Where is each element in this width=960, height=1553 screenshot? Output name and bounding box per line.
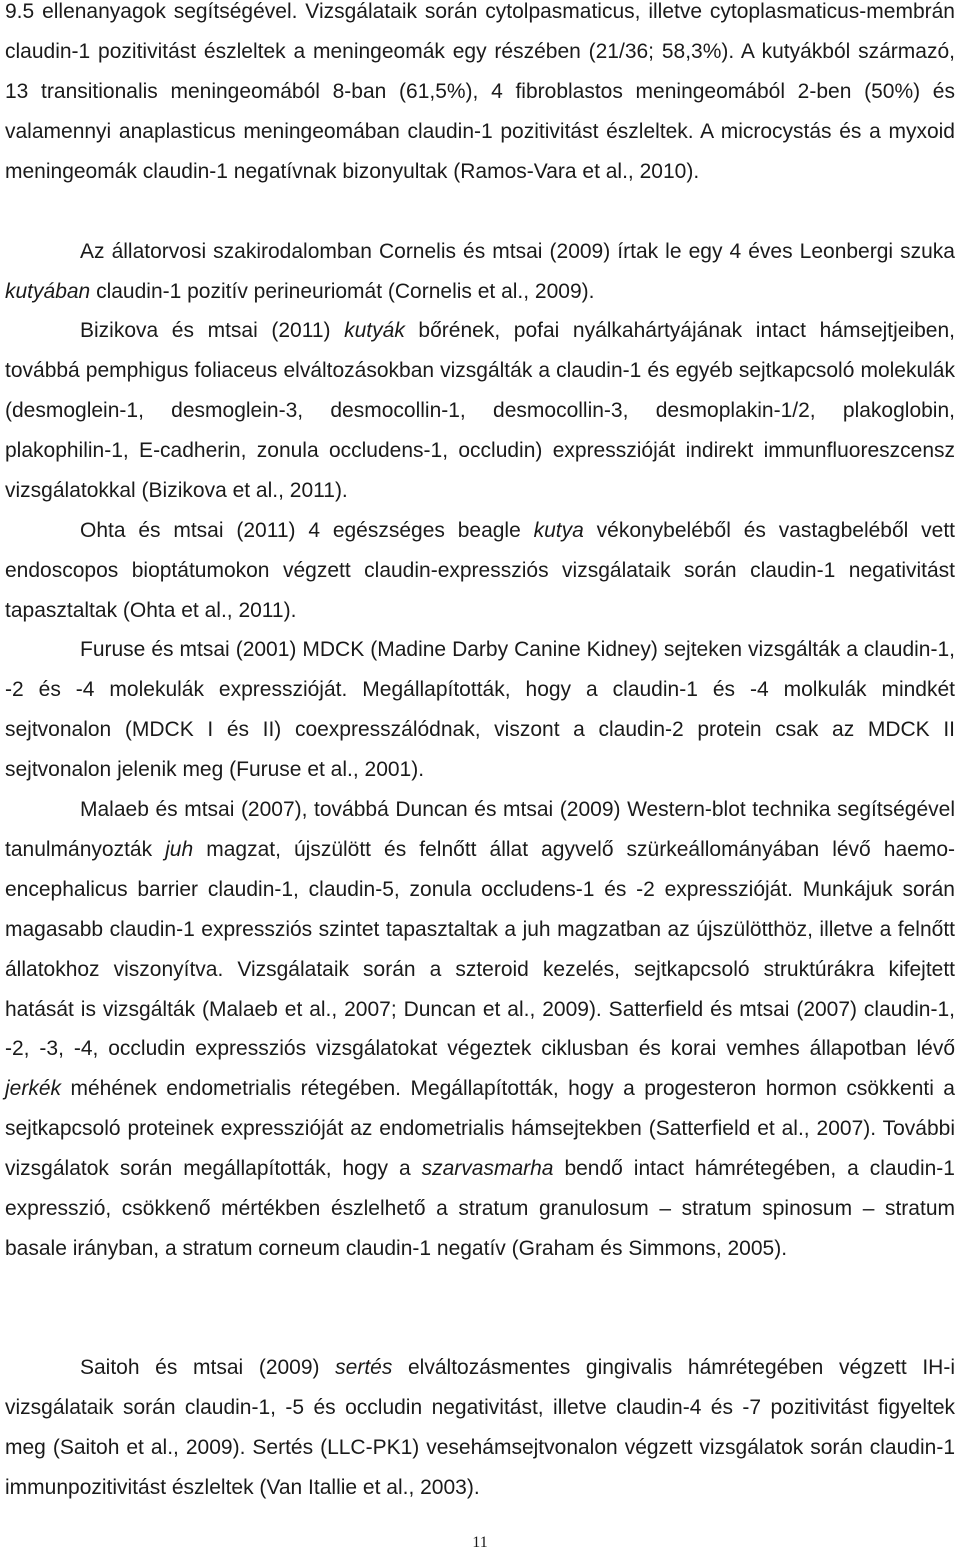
paragraph-3 [5,311,955,511]
italic-term: kutyák [344,319,405,342]
paragraph-4 [5,511,955,631]
paragraph-1 [5,0,955,192]
text-run: Furuse és mtsai (2001) MDCK (Madine Darby Canine Kidney) sejteken vizsgálták a claudin-1, -2 és -4 molekulák expresszióját. Megállapították, hogy a claudin-1 és -4 molkulák mindkét sejtvonalon (MDCK I és II) coexpresszálódnak, viszont a claudin-2 protein csak az MDCK II sejtvonalon jelenik meg (Furuse et al., 2001). [5,638,955,781]
italic-term: kutya [533,519,584,542]
text-run: Bizikova és mtsai (2011) [80,319,345,342]
italic-term: kutyában [5,279,91,303]
text-run: magzat, újszülött és felnőtt állat agyvelő szürkeállományában lévő haemo-encephalicus barrier claudin-1, claudin-5, zonula occludens-1 és -2 expresszióját. Munkájuk során magasabb claudin-1 expressziós szintet tapasztaltak a juh magzatban az újszülötthöz, illetve a felnőtt állatokhoz viszonyítva. Vizsgálataik során a szteroid kezelés, sejtkapcsoló struktúrákra kifejtett hatását is vizsgálták (Malaeb et al., 2007; Duncan et al., 2009). Satterfield és mtsai (2007) claudin-1, -2, -3, -4, occludin expressziós vizsgálatokat végeztek ciklusban és korai vemhes állapotban lévő [5,837,955,1061]
italic-term: sertés [335,1356,393,1379]
page-number: 11 [472,1534,488,1551]
italic-term: szarvasmarha [421,1157,554,1181]
text-run: méhének endometrialis rétegében. Megállapították, hogy a progesteron hormon csökkenti a sejtkapcsoló proteinek expresszióját az endometrialis hámsejtekben (Satterfield et al., 2007). További vizsgálatok során megállapították, hogy a [5,1077,955,1181]
text-run: Ohta és mtsai (2011) 4 egészséges beagle [80,519,534,542]
paragraph-5 [5,630,955,790]
text-run: Malaeb és mtsai (2007), továbbá Duncan és mtsai (2009) Western-blot technika segítségével tanulmányozták [5,798,955,861]
text-run: claudin-1 pozitív perineuriomát (Cornelis et al., 2009). [90,279,595,303]
text-run: Az állatorvosi szakirodalomban Cornelis és mtsai (2009) írtak le egy 4 éves Leonbergi szuka [80,240,955,263]
italic-term: juh [165,837,194,861]
text-run: 9.5 ellenanyagok segítségével. Vizsgálataik során cytolpasmaticus, illetve cytoplasmaticus-membrán claudin-1 pozitivitást észleltek a meningeomák egy részében (21/36; 58,3%). A kutyákból származó, 13 transitionalis meningeomából 8-ban (61,5%), 4 fibroblastos meningeomából 2-ben (50%) és valamennyi anaplasticus meningeomában claudin-1 pozitivitást észleltek. A microcystás és a myxoid meningeomák claudin-1 negatívnak bizonyultak (Ramos-Vara et al., 2010). [5,0,955,183]
paragraph-6 [5,790,955,1269]
text-run: Saitoh és mtsai (2009) [80,1356,336,1379]
text-run: bőrének, pofai nyálkahártyájának intact hámsejtjeiben, továbbá pemphigus foliaceus elváltozásokban vizsgálták a claudin-1 és egyéb sejtkapcsoló molekulák (desmoglein-1, desmoglein-3, desmocollin-1, desmocollin-3, desmoplakin-1/2, plakoglobin, plakophilin-1, E-cadherin, zonula occludens-1, occludin) expresszióját indirekt immunfluoreszcensz vizsgálatokkal (Bizikova et al., 2011). [5,319,956,502]
text-run: elváltozásmentes gingivalis hámrétegében végzett IH-i vizsgálataik során claudin-1, -5 és occludin negativitást, illetve claudin-4 és -7 pozitivitást figyeltek meg (Saitoh et al., 2009). Sertés (LLC-PK1) vesehámsejtvonalon végzett vizsgálatok során claudin-1 immunpozitivitást észleltek (Van Itallie et al., 2003). [5,1356,955,1499]
italic-term: jerkék [5,1077,62,1101]
paragraph-7 [5,1348,955,1508]
paragraph-2 [5,232,955,312]
text-run: vékonybeléből és vastagbeléből vett endoscopos bioptátumokon végzett claudin-expressziós vizsgálataik során claudin-1 negativitást tapasztaltak (Ohta et al., 2011). [5,519,955,622]
text-run: bendő intact hámrétegében, a claudin-1 expresszió, csökkenő mértékben észlelhető a stratum granulosum – stratum spinosum – stratum basale irányban, a stratum corneum claudin-1 negatív (Graham és Simmons, 2005). [5,1157,955,1260]
